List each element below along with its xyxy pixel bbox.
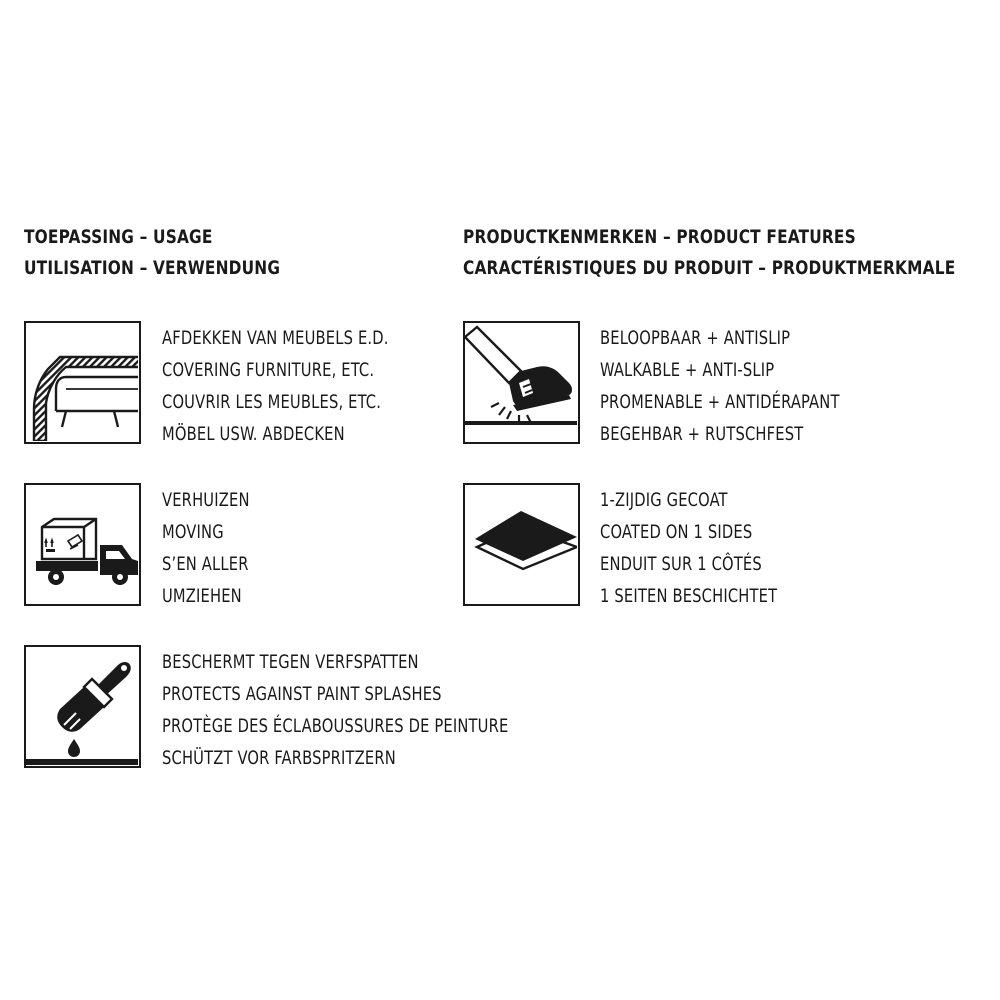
feature-item-line: BELOOPBAAR + ANTISLIP [600,327,791,349]
feature-item-line: WALKABLE + ANTI-SLIP [600,359,775,381]
features-heading [463,222,1000,284]
usage-heading-line-2: UTILISATION – VERWENDUNG [24,257,281,279]
moving-truck-icon [24,483,141,606]
usage-item-line: COUVRIR LES MEUBLES, ETC. [162,391,382,413]
usage-item-line: PROTÈGE DES ÉCLABOUSSURES DE PEINTURE [162,715,509,737]
usage-item-line: PROTECTS AGAINST PAINT SPLASHES [162,683,442,705]
feature-item-line: PROMENABLE + ANTIDÉRAPANT [600,391,840,413]
feature-item-line: BEGEHBAR + RUTSCHFEST [600,423,804,445]
anti-slip-boot-icon [463,321,580,444]
usage-item-line: S’EN ALLER [162,553,249,575]
usage-item-line: MOVING [162,521,224,543]
usage-item-line: UMZIEHEN [162,585,242,607]
features-heading-line-2: CARACTÉRISTIQUES DU PRODUIT – PRODUKTMERKMALE [463,257,956,279]
feature-item-line: COATED ON 1 SIDES [600,521,753,543]
paint-brush-icon [24,645,141,768]
usage-item-line: AFDEKKEN VAN MEUBELS E.D. [162,327,389,349]
feature-item-coated-text [600,484,806,612]
usage-item-line: VERHUIZEN [162,489,250,511]
furniture-cover-icon [24,321,141,444]
usage-item-line: BESCHERMT TEGEN VERFSPATTEN [162,651,419,673]
usage-item-paint-text [162,646,565,774]
feature-item-line: 1-ZIJDIG GECOAT [600,489,728,511]
usage-item-line: COVERING FURNITURE, ETC. [162,359,375,381]
usage-item-line: MÖBEL USW. ABDECKEN [162,423,345,445]
usage-heading [24,222,309,284]
feature-item-anti-slip-text [600,322,879,450]
usage-item-furniture-text [162,322,426,450]
feature-item-line: ENDUIT SUR 1 CÔTÉS [600,553,762,575]
usage-item-line: SCHÜTZT VOR FARBSPRITZERN [162,747,396,769]
coated-layers-icon [463,483,580,606]
usage-heading-line-1: TOEPASSING – USAGE [24,226,213,248]
features-heading-line-1: PRODUCTKENMERKEN – PRODUCT FEATURES [463,226,856,248]
usage-item-moving-text [162,484,264,612]
feature-item-line: 1 SEITEN BESCHICHTET [600,585,778,607]
